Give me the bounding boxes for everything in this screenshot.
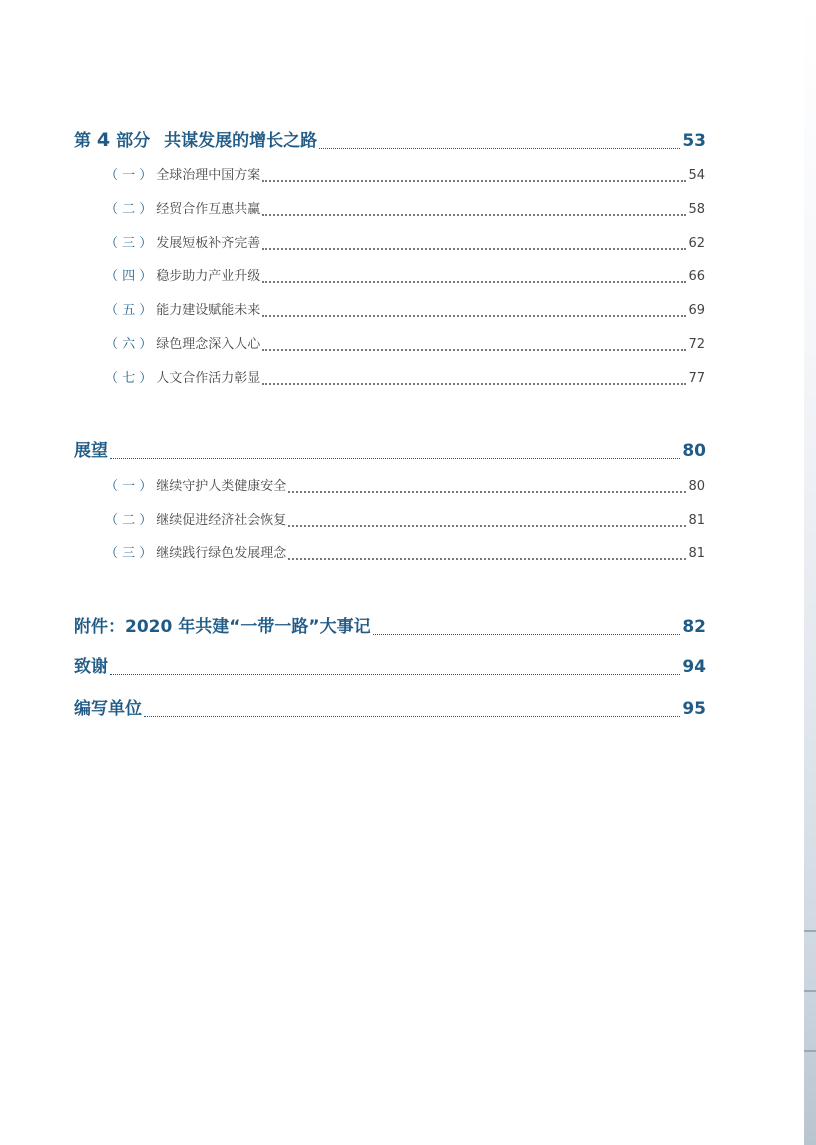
- leader-dots: [288, 512, 686, 527]
- appendix-page-number: 82: [682, 617, 706, 637]
- item-tag: （ 一 ）: [105, 479, 153, 494]
- toc-section-outlook[interactable]: [74, 436, 706, 461]
- toc-item[interactable]: [105, 232, 705, 251]
- item-tag: （ 三 ）: [105, 546, 153, 561]
- item-title: 继续促进经济社会恢复: [156, 513, 287, 528]
- leader-dots: [262, 201, 686, 216]
- item-page-number: 66: [688, 269, 705, 284]
- item-tag: （ 三 ）: [105, 236, 153, 251]
- item-page-number: 81: [688, 513, 705, 528]
- toc-item[interactable]: [105, 333, 705, 352]
- item-title: 稳步助力产业升级: [156, 269, 261, 284]
- section-prefix: 第: [74, 131, 91, 151]
- item-page-number: 80: [688, 479, 705, 494]
- toc-section-4[interactable]: [74, 126, 706, 151]
- toc-item[interactable]: [105, 265, 705, 284]
- leader-dots: [288, 545, 686, 560]
- item-page-number: 72: [688, 337, 705, 352]
- authors-page-number: 95: [682, 699, 706, 719]
- item-tag: （ 七 ）: [105, 371, 153, 386]
- item-title: 人文合作活力彰显: [156, 371, 261, 386]
- leader-dots: [262, 302, 686, 317]
- item-title: 经贸合作互惠共赢: [156, 202, 261, 217]
- section-page-number: 53: [682, 131, 706, 151]
- section-part: 部分: [116, 131, 151, 151]
- toc-item[interactable]: [105, 509, 705, 528]
- toc-item[interactable]: [105, 299, 705, 318]
- edge-rail: [804, 990, 816, 992]
- edge-rail: [804, 1050, 816, 1052]
- leader-dots: [262, 167, 686, 182]
- thanks-page-number: 94: [682, 657, 706, 677]
- leader-dots: [144, 699, 680, 717]
- toc-section-4-label: [74, 126, 317, 151]
- leader-dots: [110, 441, 680, 459]
- page-edge-decoration: [804, 0, 816, 1145]
- toc-item[interactable]: [105, 164, 705, 183]
- toc-item[interactable]: [105, 475, 705, 494]
- item-tag: （ 二 ）: [105, 202, 153, 217]
- item-page-number: 69: [688, 303, 705, 318]
- toc-item[interactable]: [105, 367, 705, 386]
- section-number: 4: [96, 129, 111, 151]
- leader-dots: [373, 617, 681, 635]
- item-page-number: 58: [688, 202, 705, 217]
- edge-rail: [804, 930, 816, 932]
- section-page-number: 80: [682, 441, 706, 461]
- toc-item[interactable]: [105, 198, 705, 217]
- item-tag: （ 六 ）: [105, 337, 153, 352]
- thanks-title: 致谢: [74, 657, 108, 677]
- leader-dots: [262, 268, 686, 283]
- item-tag: （ 四 ）: [105, 269, 153, 284]
- leader-dots: [262, 336, 686, 351]
- section-title: 共谋发展的增长之路: [164, 131, 318, 151]
- toc-appendix[interactable]: [74, 612, 706, 637]
- leader-dots: [110, 657, 680, 675]
- toc-item[interactable]: [105, 542, 705, 561]
- item-page-number: 81: [688, 546, 705, 561]
- leader-dots: [288, 478, 686, 493]
- authors-title: 编写单位: [74, 699, 142, 719]
- item-tag: （ 二 ）: [105, 513, 153, 528]
- item-title: 发展短板补齐完善: [156, 236, 261, 251]
- item-page-number: 62: [688, 236, 705, 251]
- item-title: 继续守护人类健康安全: [156, 479, 287, 494]
- item-page-number: 54: [688, 168, 705, 183]
- item-title: 继续践行绿色发展理念: [156, 546, 287, 561]
- leader-dots: [262, 235, 686, 250]
- toc-thanks[interactable]: [74, 652, 706, 677]
- toc-authors[interactable]: [74, 694, 706, 719]
- item-tag: （ 一 ）: [105, 168, 153, 183]
- item-tag: （ 五 ）: [105, 303, 153, 318]
- section-title: 展望: [74, 441, 108, 461]
- item-title: 能力建设赋能未来: [156, 303, 261, 318]
- leader-dots: [262, 370, 686, 385]
- item-page-number: 77: [688, 371, 705, 386]
- appendix-title: 附件：2020 年共建“一带一路”大事记: [74, 617, 371, 637]
- item-title: 绿色理念深入人心: [156, 337, 261, 352]
- item-title: 全球治理中国方案: [156, 168, 261, 183]
- leader-dots: [319, 131, 680, 149]
